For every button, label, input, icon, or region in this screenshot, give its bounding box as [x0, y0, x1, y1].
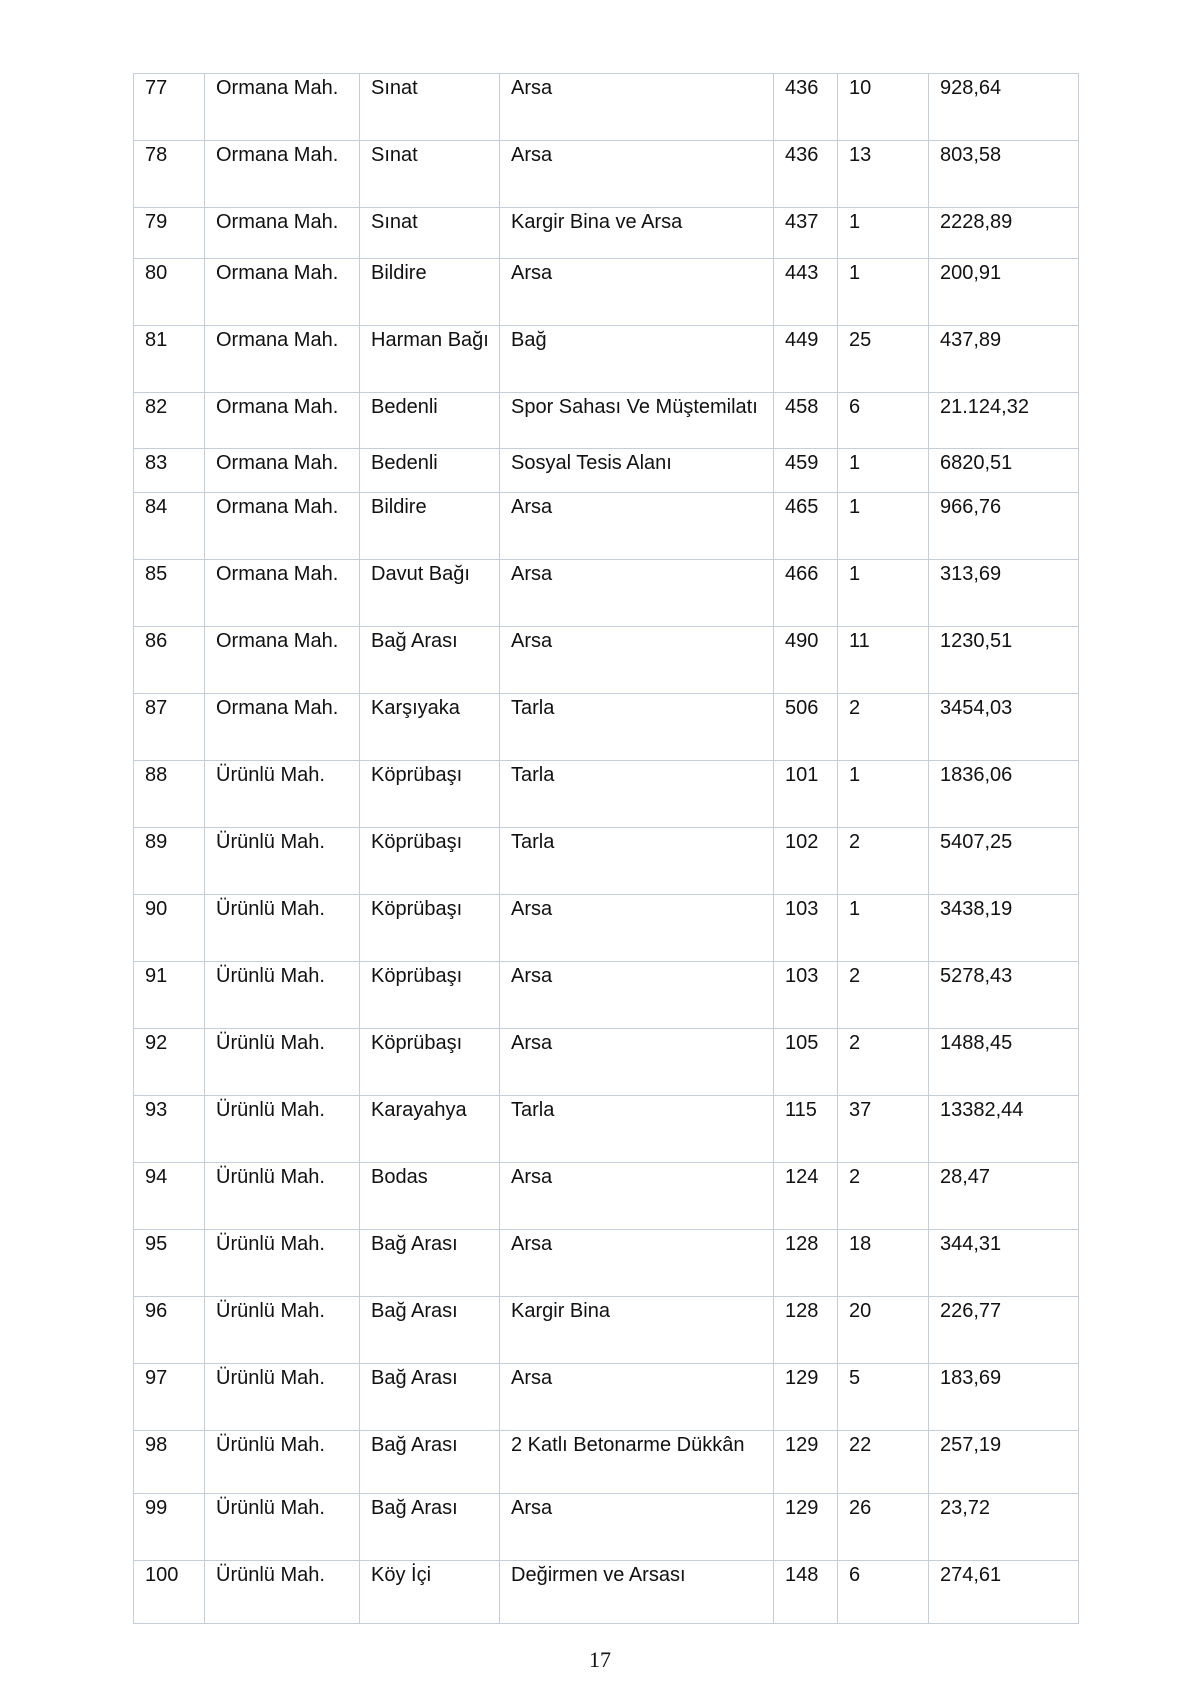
table-row [134, 1163, 1079, 1230]
mahalle-cell: Ormana Mah. [205, 208, 360, 259]
row-number-cell: 95 [134, 1230, 205, 1297]
alan-cell: 21.124,32 [929, 393, 1079, 449]
row-number-cell: 92 [134, 1029, 205, 1096]
table-row [134, 1096, 1079, 1163]
row-number-cell: 83 [134, 449, 205, 493]
alan-cell: 966,76 [929, 493, 1079, 560]
row-number-cell: 82 [134, 393, 205, 449]
table-row [134, 1297, 1079, 1364]
table-row [134, 449, 1079, 493]
nitelik-cell: Arsa [500, 560, 774, 627]
ada-cell: 490 [774, 627, 838, 694]
parsel-cell: 1 [838, 761, 929, 828]
mahalle-cell: Ürünlü Mah. [205, 1297, 360, 1364]
nitelik-cell: Arsa [500, 1230, 774, 1297]
mevki-cell: Bildire [360, 259, 500, 326]
mevki-cell: Sınat [360, 74, 500, 141]
alan-cell: 437,89 [929, 326, 1079, 393]
mahalle-cell: Ürünlü Mah. [205, 895, 360, 962]
ada-cell: 458 [774, 393, 838, 449]
mahalle-cell: Ürünlü Mah. [205, 1096, 360, 1163]
table-row [134, 1364, 1079, 1431]
row-number-cell: 94 [134, 1163, 205, 1230]
alan-cell: 5407,25 [929, 828, 1079, 895]
ada-cell: 506 [774, 694, 838, 761]
table-row [134, 694, 1079, 761]
nitelik-cell: Sosyal Tesis Alanı [500, 449, 774, 493]
ada-cell: 124 [774, 1163, 838, 1230]
nitelik-cell: Arsa [500, 1494, 774, 1561]
mevki-cell: Bildire [360, 493, 500, 560]
nitelik-cell: Arsa [500, 493, 774, 560]
mahalle-cell: Ürünlü Mah. [205, 828, 360, 895]
alan-cell: 6820,51 [929, 449, 1079, 493]
ada-cell: 465 [774, 493, 838, 560]
mevki-cell: Bağ Arası [360, 1431, 500, 1494]
table-row [134, 259, 1079, 326]
page-number: 17 [589, 1647, 611, 1672]
mevki-cell: Harman Bağı [360, 326, 500, 393]
mevki-cell: Köy İçi [360, 1561, 500, 1624]
ada-cell: 101 [774, 761, 838, 828]
row-number-cell: 80 [134, 259, 205, 326]
nitelik-cell: Tarla [500, 1096, 774, 1163]
alan-cell: 23,72 [929, 1494, 1079, 1561]
nitelik-cell: Arsa [500, 962, 774, 1029]
alan-cell: 183,69 [929, 1364, 1079, 1431]
alan-cell: 274,61 [929, 1561, 1079, 1624]
alan-cell: 1230,51 [929, 627, 1079, 694]
parsel-cell: 1 [838, 895, 929, 962]
mevki-cell: Köprübaşı [360, 1029, 500, 1096]
nitelik-cell: Arsa [500, 141, 774, 208]
mahalle-cell: Ürünlü Mah. [205, 1364, 360, 1431]
alan-cell: 803,58 [929, 141, 1079, 208]
nitelik-cell: Arsa [500, 1364, 774, 1431]
table-row [134, 208, 1079, 259]
mahalle-cell: Ürünlü Mah. [205, 761, 360, 828]
ada-cell: 466 [774, 560, 838, 627]
ada-cell: 436 [774, 74, 838, 141]
nitelik-cell: Arsa [500, 259, 774, 326]
parsel-cell: 20 [838, 1297, 929, 1364]
row-number-cell: 81 [134, 326, 205, 393]
row-number-cell: 93 [134, 1096, 205, 1163]
mahalle-cell: Ürünlü Mah. [205, 962, 360, 1029]
parsel-cell: 22 [838, 1431, 929, 1494]
mevki-cell: Köprübaşı [360, 962, 500, 1029]
parsel-cell: 2 [838, 1163, 929, 1230]
table-row [134, 1230, 1079, 1297]
mevki-cell: Bedenli [360, 449, 500, 493]
ada-cell: 443 [774, 259, 838, 326]
mevki-cell: Bodas [360, 1163, 500, 1230]
mevki-cell: Bağ Arası [360, 627, 500, 694]
ada-cell: 115 [774, 1096, 838, 1163]
alan-cell: 200,91 [929, 259, 1079, 326]
alan-cell: 3438,19 [929, 895, 1079, 962]
mahalle-cell: Ormana Mah. [205, 74, 360, 141]
mahalle-cell: Ormana Mah. [205, 694, 360, 761]
table-row [134, 895, 1079, 962]
mahalle-cell: Ürünlü Mah. [205, 1431, 360, 1494]
parsel-cell: 2 [838, 694, 929, 761]
mahalle-cell: Ormana Mah. [205, 627, 360, 694]
mahalle-cell: Ürünlü Mah. [205, 1494, 360, 1561]
parsel-cell: 18 [838, 1230, 929, 1297]
mahalle-cell: Ormana Mah. [205, 259, 360, 326]
parsel-cell: 5 [838, 1364, 929, 1431]
alan-cell: 226,77 [929, 1297, 1079, 1364]
row-number-cell: 91 [134, 962, 205, 1029]
table-row [134, 493, 1079, 560]
table-row [134, 962, 1079, 1029]
nitelik-cell: 2 Katlı Betonarme Dükkân [500, 1431, 774, 1494]
alan-cell: 13382,44 [929, 1096, 1079, 1163]
parsel-cell: 2 [838, 828, 929, 895]
parsel-cell: 6 [838, 393, 929, 449]
parsel-cell: 1 [838, 493, 929, 560]
nitelik-cell: Kargir Bina ve Arsa [500, 208, 774, 259]
row-number-cell: 89 [134, 828, 205, 895]
row-number-cell: 79 [134, 208, 205, 259]
table-row [134, 627, 1079, 694]
parsel-cell: 1 [838, 259, 929, 326]
row-number-cell: 96 [134, 1297, 205, 1364]
mevki-cell: Sınat [360, 141, 500, 208]
row-number-cell: 88 [134, 761, 205, 828]
property-table [133, 73, 1079, 1624]
alan-cell: 928,64 [929, 74, 1079, 141]
row-number-cell: 77 [134, 74, 205, 141]
mevki-cell: Bağ Arası [360, 1297, 500, 1364]
parsel-cell: 1 [838, 560, 929, 627]
row-number-cell: 85 [134, 560, 205, 627]
parsel-cell: 1 [838, 449, 929, 493]
nitelik-cell: Arsa [500, 627, 774, 694]
parsel-cell: 37 [838, 1096, 929, 1163]
table-row [134, 326, 1079, 393]
mevki-cell: Köprübaşı [360, 895, 500, 962]
table-row [134, 1431, 1079, 1494]
nitelik-cell: Arsa [500, 895, 774, 962]
parsel-cell: 26 [838, 1494, 929, 1561]
mahalle-cell: Ormana Mah. [205, 393, 360, 449]
mevki-cell: Karşıyaka [360, 694, 500, 761]
table-row [134, 74, 1079, 141]
mahalle-cell: Ürünlü Mah. [205, 1163, 360, 1230]
nitelik-cell: Arsa [500, 1163, 774, 1230]
parsel-cell: 2 [838, 962, 929, 1029]
mevki-cell: Davut Bağı [360, 560, 500, 627]
mevki-cell: Köprübaşı [360, 761, 500, 828]
ada-cell: 436 [774, 141, 838, 208]
ada-cell: 129 [774, 1431, 838, 1494]
mahalle-cell: Ormana Mah. [205, 449, 360, 493]
table-row [134, 1029, 1079, 1096]
nitelik-cell: Tarla [500, 761, 774, 828]
nitelik-cell: Arsa [500, 74, 774, 141]
nitelik-cell: Bağ [500, 326, 774, 393]
parsel-cell: 25 [838, 326, 929, 393]
alan-cell: 2228,89 [929, 208, 1079, 259]
nitelik-cell: Spor Sahası Ve Müştemilatı [500, 393, 774, 449]
table-row [134, 761, 1079, 828]
mahalle-cell: Ürünlü Mah. [205, 1561, 360, 1624]
nitelik-cell: Değirmen ve Arsası [500, 1561, 774, 1624]
alan-cell: 5278,43 [929, 962, 1079, 1029]
mevki-cell: Sınat [360, 208, 500, 259]
parsel-cell: 6 [838, 1561, 929, 1624]
mahalle-cell: Ormana Mah. [205, 141, 360, 208]
ada-cell: 128 [774, 1297, 838, 1364]
parsel-cell: 1 [838, 208, 929, 259]
row-number-cell: 87 [134, 694, 205, 761]
ada-cell: 103 [774, 895, 838, 962]
mevki-cell: Bağ Arası [360, 1494, 500, 1561]
mahalle-cell: Ürünlü Mah. [205, 1029, 360, 1096]
ada-cell: 128 [774, 1230, 838, 1297]
ada-cell: 449 [774, 326, 838, 393]
mevki-cell: Bağ Arası [360, 1230, 500, 1297]
alan-cell: 257,19 [929, 1431, 1079, 1494]
row-number-cell: 98 [134, 1431, 205, 1494]
table-row [134, 393, 1079, 449]
mevki-cell: Karayahya [360, 1096, 500, 1163]
ada-cell: 105 [774, 1029, 838, 1096]
ada-cell: 148 [774, 1561, 838, 1624]
table-row [134, 1561, 1079, 1624]
parsel-cell: 2 [838, 1029, 929, 1096]
row-number-cell: 100 [134, 1561, 205, 1624]
ada-cell: 103 [774, 962, 838, 1029]
mevki-cell: Bedenli [360, 393, 500, 449]
mahalle-cell: Ürünlü Mah. [205, 1230, 360, 1297]
alan-cell: 3454,03 [929, 694, 1079, 761]
alan-cell: 1836,06 [929, 761, 1079, 828]
alan-cell: 28,47 [929, 1163, 1079, 1230]
row-number-cell: 90 [134, 895, 205, 962]
table-row [134, 141, 1079, 208]
ada-cell: 129 [774, 1364, 838, 1431]
ada-cell: 437 [774, 208, 838, 259]
mahalle-cell: Ormana Mah. [205, 326, 360, 393]
mahalle-cell: Ormana Mah. [205, 560, 360, 627]
parsel-cell: 13 [838, 141, 929, 208]
row-number-cell: 78 [134, 141, 205, 208]
ada-cell: 129 [774, 1494, 838, 1561]
row-number-cell: 86 [134, 627, 205, 694]
ada-cell: 459 [774, 449, 838, 493]
mahalle-cell: Ormana Mah. [205, 493, 360, 560]
alan-cell: 1488,45 [929, 1029, 1079, 1096]
alan-cell: 313,69 [929, 560, 1079, 627]
table-row [134, 828, 1079, 895]
mevki-cell: Köprübaşı [360, 828, 500, 895]
row-number-cell: 84 [134, 493, 205, 560]
table-body [134, 74, 1079, 1624]
mevki-cell: Bağ Arası [360, 1364, 500, 1431]
row-number-cell: 97 [134, 1364, 205, 1431]
nitelik-cell: Tarla [500, 828, 774, 895]
nitelik-cell: Tarla [500, 694, 774, 761]
parsel-cell: 11 [838, 627, 929, 694]
row-number-cell: 99 [134, 1494, 205, 1561]
table-row [134, 1494, 1079, 1561]
alan-cell: 344,31 [929, 1230, 1079, 1297]
nitelik-cell: Arsa [500, 1029, 774, 1096]
ada-cell: 102 [774, 828, 838, 895]
parsel-cell: 10 [838, 74, 929, 141]
table-row [134, 560, 1079, 627]
nitelik-cell: Kargir Bina [500, 1297, 774, 1364]
